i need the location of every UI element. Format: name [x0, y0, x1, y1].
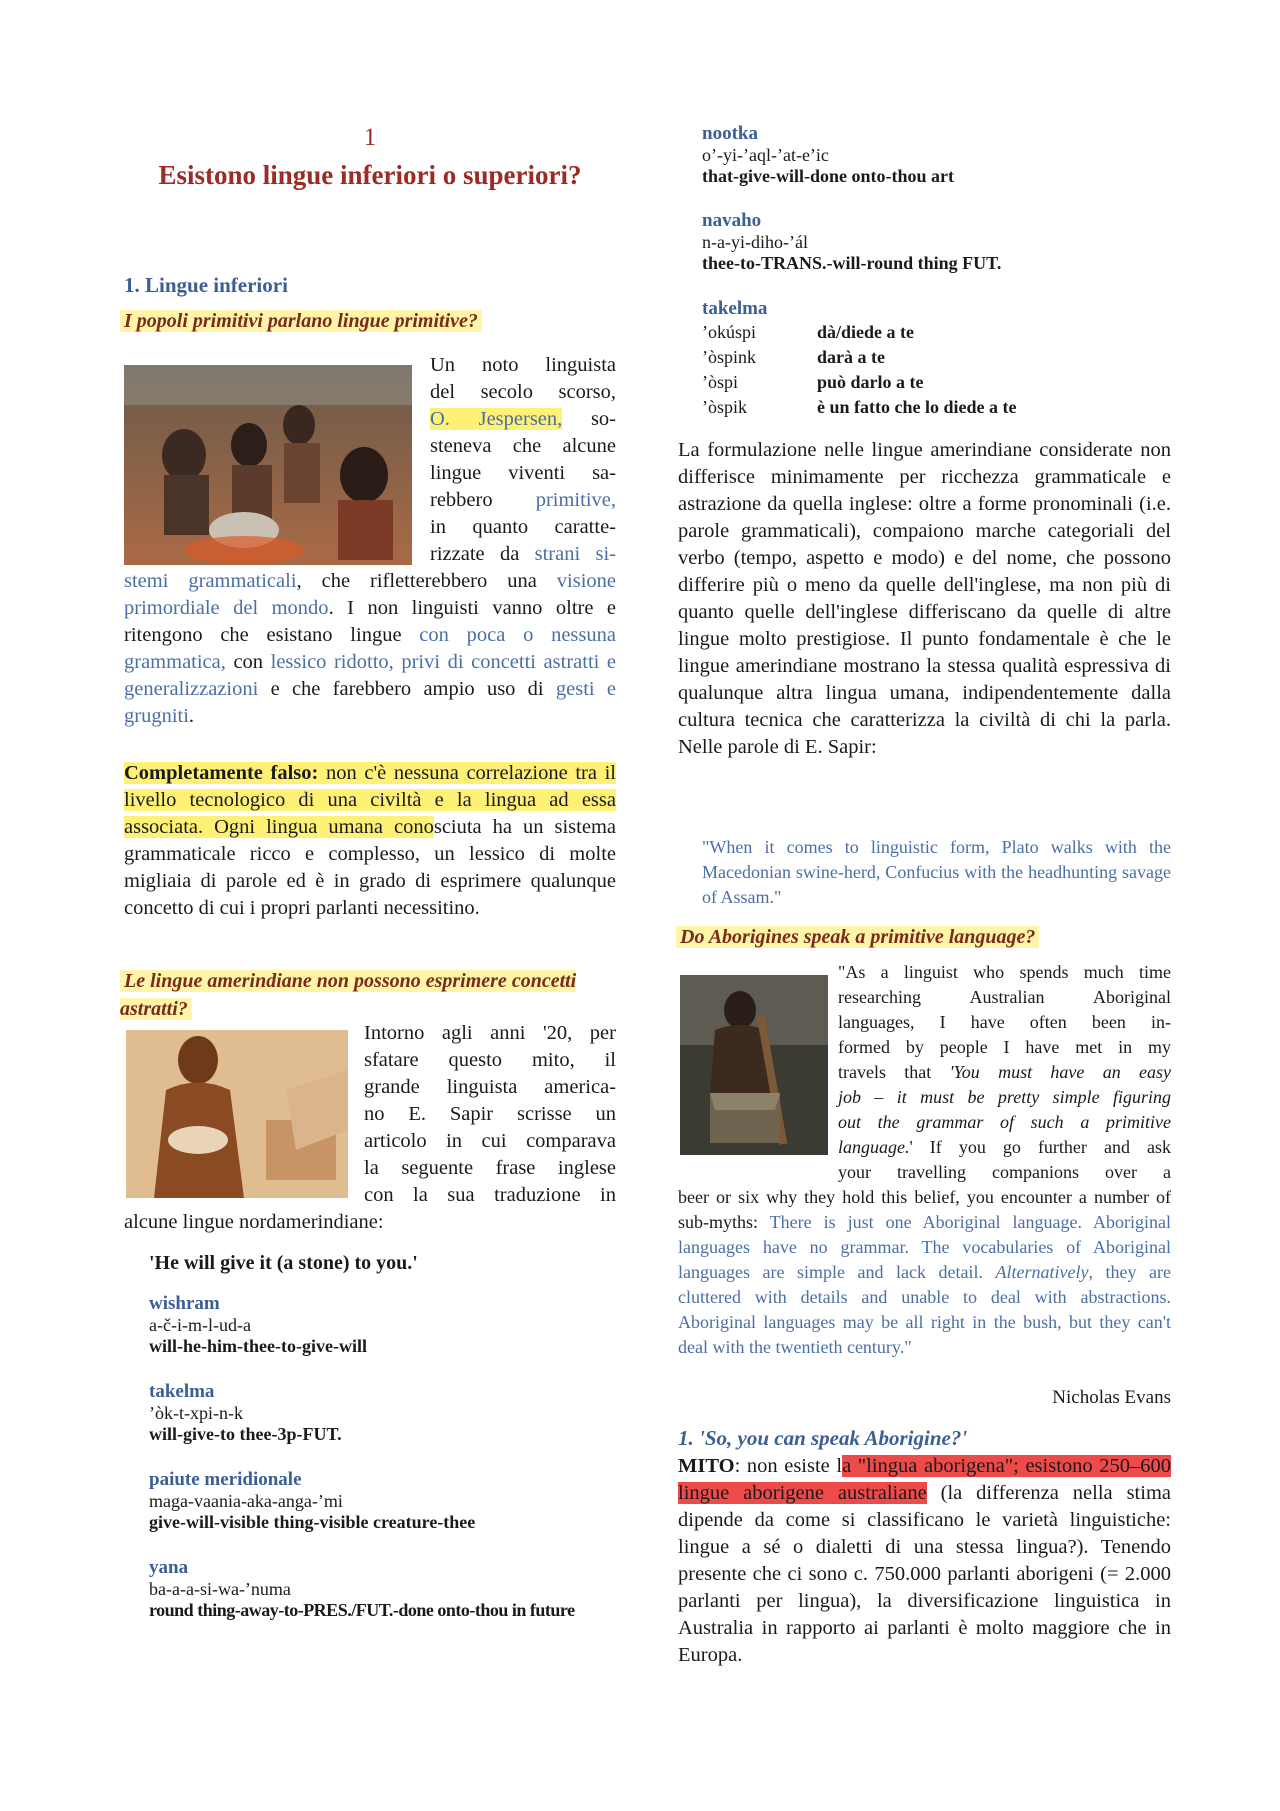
question-text: Le lingue amerindiane non possono esprimere concetti astratti?: [120, 970, 577, 1020]
text-line: no E. Sapir scrisse un: [364, 1103, 616, 1125]
translation-cell: può darlo a te: [817, 372, 924, 392]
text-fragment: , che rifletterebbero una: [296, 570, 557, 592]
highlighted-text: a "lingua aborigena"; esistono 250–600 lingue aborigene australiane: [678, 1455, 1171, 1504]
text-fragment: travels that: [838, 1062, 950, 1082]
term: gesti e grugniti: [124, 678, 616, 727]
text-fragment: .: [188, 705, 195, 727]
text-line: grande linguista america-: [364, 1076, 616, 1098]
evans-quote-cont: [678, 1185, 1171, 1360]
table-row: [702, 320, 1016, 345]
text-fragment: sciuta ha un sistema grammaticale ricco e complesso, un lessico di molte migliaia di parole ed è in grado di esprimere qualunque concetto di cui i propri parlanti necessitino.: [124, 816, 616, 919]
table-row: [702, 370, 1016, 395]
text-fragment: rizzate da: [430, 543, 520, 565]
chapter-title: Esistono lingue inferiori o superiori?: [158, 160, 582, 190]
highlighted-text: non c'è nessuna correlazione tra il livello tecnologico di una civiltà e la lingua ad essa associata. Ogni lingua umana cono: [124, 762, 616, 838]
term-strange-systems: strani si-: [534, 543, 616, 565]
text-line: steneva che alcune: [430, 435, 616, 457]
text-fragment: beer or six why they hold this belief, you encounter a number of sub-myths:: [678, 1187, 1171, 1232]
takelma-table: [702, 320, 1016, 420]
gloss-line: will-he-him-thee-to-give-will: [149, 1336, 367, 1356]
morpheme-line: maga-vaania-aka-anga-’mi: [149, 1491, 343, 1511]
text-line: [838, 1135, 1171, 1160]
text-line: con la sua traduzione in: [364, 1184, 616, 1206]
morpheme-line: ’òk-t-xpi-n-k: [149, 1403, 243, 1423]
chapter-number: 1: [363, 124, 377, 151]
photo-primitive-people: [124, 365, 412, 565]
bold-lead: MITO: [678, 1455, 735, 1477]
text-fragment: rebbero: [430, 489, 493, 511]
example-takelma-forms: [702, 298, 1016, 420]
language-name: yana: [149, 1557, 189, 1578]
text-line: [430, 406, 616, 433]
language-name: nootka: [702, 123, 758, 144]
example-nootka: [702, 123, 954, 187]
text-line: sfatare questo mito, il: [364, 1049, 616, 1071]
text-fragment: e che farebbero ampio uso di: [258, 678, 556, 700]
italic-fragment: 'You must have an easy: [949, 1062, 1171, 1082]
question-text: I popoli primitivi parlano lingue primitive?: [120, 310, 482, 332]
term: lessico ridotto, privi di concetti astratti e generalizzazioni: [124, 651, 617, 700]
term: con poca o nessuna grammatica,: [124, 624, 616, 673]
text-line: Intorno agli anni '20, per: [364, 1022, 616, 1044]
text-line: [430, 487, 616, 514]
gloss-line: round thing-away-to-PRES./FUT.-done onto-thou in future: [149, 1600, 575, 1620]
text-line: articolo in cui comparava: [364, 1130, 616, 1152]
morpheme-line: o’-yi-’aql-’at-e’ic: [702, 145, 829, 165]
table-row: [702, 395, 1016, 420]
text-line: researching Australian Aboriginal: [838, 987, 1171, 1007]
text-fragment: : non esiste l: [734, 1455, 843, 1477]
text-line: Un noto linguista: [430, 354, 616, 376]
bold-lead: Completamente falso:: [124, 762, 319, 784]
text-line: "As a linguist who spends much time: [838, 962, 1171, 982]
text-fragment: (la differenza nella stima dipende da come si classificano le varietà linguistiche: lingue a sé o dialetti di una stessa lingua?). Tenendo presente che ci sono c. 750.000 parlanti aborigeni (= 2.000 parlanti per lingua), la diversificazione linguistica in Australia in rapporto ai parlanti è molto maggiore che in Europa.: [678, 1482, 1171, 1666]
term: visione primordiale del mondo: [124, 570, 617, 619]
text-line: languages, I have often been in-: [838, 1012, 1171, 1032]
paragraph-jespersen-cont: [124, 568, 616, 730]
text-fragment: . I non linguisti vanno oltre e ritengono che esistano lingue: [124, 597, 617, 646]
term: stemi grammaticali: [124, 570, 297, 592]
table-row: [702, 345, 1016, 370]
word-cell: ’òspink: [702, 347, 756, 367]
evans-quote-wrap: [838, 960, 1171, 1185]
italic-fragment: language.: [838, 1137, 910, 1157]
italic-fragment: Alternatively: [995, 1262, 1089, 1282]
language-name: takelma: [702, 298, 768, 319]
photo-aboriginal-man: [680, 975, 828, 1155]
paragraph-jespersen-wrap: [430, 352, 616, 568]
text-line: lingue viventi sa-: [430, 462, 616, 484]
language-name: navaho: [702, 210, 762, 231]
word-cell: ’òspi: [702, 372, 738, 392]
morpheme-line: n-a-yi-diho-’ál: [702, 232, 808, 252]
paragraph-sapir-tail: alcune lingue nordamerindiane:: [124, 1211, 384, 1233]
gloss-line: thee-to-TRANS.-will-round thing FUT.: [702, 253, 1002, 273]
language-name: takelma: [149, 1381, 215, 1402]
question-heading-aborigines: [676, 926, 1171, 949]
language-name: paiute meridionale: [149, 1469, 302, 1490]
word-cell: ’okúspi: [702, 322, 756, 342]
text-line: out the grammar of such a primitive: [838, 1112, 1171, 1132]
text-line: la seguente frase inglese: [364, 1157, 616, 1179]
paragraph-completely-false: [124, 760, 616, 922]
text-fragment: so-: [590, 408, 616, 430]
example-yana: [149, 1557, 575, 1621]
text-line: in quanto caratte-: [430, 516, 616, 538]
text-line: [430, 541, 616, 568]
example-sentence: 'He will give it (a stone) to you.': [149, 1252, 418, 1274]
language-name: wishram: [149, 1293, 220, 1314]
text-line: del secolo scorso,: [430, 381, 616, 403]
gloss-line: will-give-to thee-3p-FUT.: [149, 1424, 342, 1444]
text-line: job – it must be pretty simple figuring: [838, 1087, 1171, 1107]
example-navaho: [702, 210, 1001, 274]
term-primitive: primitive,: [535, 489, 616, 511]
section-heading: 1. Lingue inferiori: [124, 273, 288, 297]
text-fragment: con: [225, 651, 271, 673]
paragraph-sapir-wrap: [364, 1020, 616, 1209]
photo-amerindian-woman: [126, 1030, 348, 1198]
question-heading-primitive: [120, 310, 616, 333]
jespersen-link[interactable]: O. Jespersen,: [430, 408, 563, 430]
translation-cell: dà/diede a te: [817, 322, 914, 342]
example-takelma: [149, 1381, 342, 1445]
morpheme-line: ba-a-a-si-wa-’numa: [149, 1579, 291, 1599]
question-heading-amerindian: [120, 968, 616, 1024]
myth-list: , they are cluttered with details and unable to deal with abstractions. Aboriginal languages may be all right in the bush, but they can't deal with the twentieth century.": [678, 1262, 1171, 1357]
morpheme-line: a-č-i-m-l-ud-a: [149, 1315, 251, 1335]
myth-list: There is just one Aboriginal language. Aboriginal languages have no grammar. The vocabularies of Aboriginal languages are simple and lack detail.: [678, 1212, 1171, 1282]
text-fragment: ' If you go further and ask: [909, 1137, 1171, 1157]
text-line: your travelling companions over a: [838, 1162, 1171, 1182]
subsection-heading: 1. 'So, you can speak Aborigine?': [678, 1426, 968, 1450]
paragraph-myth: [678, 1453, 1171, 1669]
sapir-quote: "When it comes to linguistic form, Plato walks with the Macedonian swine-herd, Confucius with the headhunting savage of Assam.": [702, 837, 1171, 907]
text-line: formed by people I have met in my: [838, 1037, 1171, 1057]
translation-cell: è un fatto che lo diede a te: [817, 397, 1017, 417]
quote-attribution: Nicholas Evans: [1052, 1387, 1171, 1408]
example-wishram: [149, 1293, 367, 1357]
question-text: Do Aborigines speak a primitive language?: [676, 926, 1039, 948]
translation-cell: darà a te: [817, 347, 885, 367]
word-cell: ’òspik: [702, 397, 747, 417]
text-line: [838, 1060, 1171, 1085]
example-paiute: [149, 1469, 475, 1533]
gloss-line: that-give-will-done onto-thou art: [702, 166, 954, 186]
gloss-line: give-will-visible thing-visible creature-thee: [149, 1512, 476, 1532]
paragraph-amerindian-formulation: La formulazione nelle lingue amerindiane considerate non differisce minimamente per ricchezza grammaticale e astrazione da quella inglese: oltre a forme pronominali (i.e. parole grammaticali), compaiono marche categoriali del verbo (tempo, aspetto e modo) e del nome, che possono differire più o meno da quelle dell'inglese, ma non più di quanto quelle dell'inglese differiscano da quelle di altre lingue molto prestigiose. Il punto fondamentale è che le lingue amerindiane mostrano la stessa qualità espressiva di qualunque altra lingua umana, indipendentemente dalla cultura tecnica che caratterizza la civiltà di chi la parla. Nelle parole di E. Sapir:: [678, 439, 1171, 758]
